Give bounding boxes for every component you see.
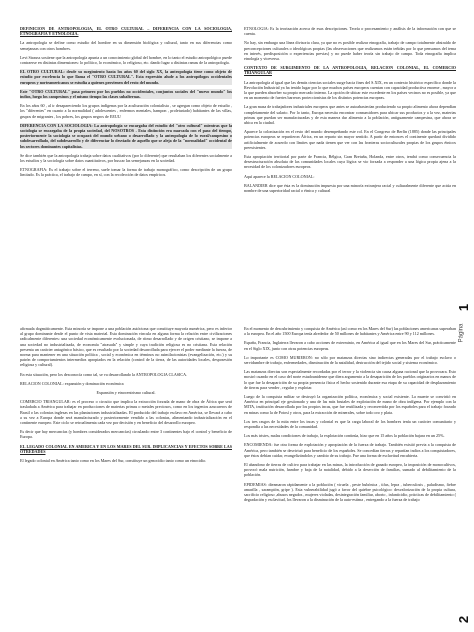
paragraph: Es decir que hay mercancías (y hombres considerados mercancías) circulando entre 3 continentes bajo el control y beneficio de Europa. xyxy=(20,429,232,440)
paragraph: Se dice también que la antropología trabaja sobre datos cualitativos (por lo diferente) que resultaban los diferentes socialmente a los estudios y la sociología sobre datos cuantitativos, por buscar las semejanzas en la sociedad. xyxy=(20,152,232,164)
section-heading: DEFINICION DE ANTROPOLOGIA, EL OTRO CULTURAL – DIFERENCIA CON LA SOCIOLOGIA, ETNOGRAFIA Y ETNOLOGIA. xyxy=(20,26,232,37)
page-indicator-1 xyxy=(456,300,474,343)
paragraph: RELACION COLONIAL: expansión y dominación económica xyxy=(20,380,124,386)
right-column xyxy=(244,26,456,316)
paragraph: Expansión y etnocentrismo cultural. xyxy=(96,390,156,396)
right-column xyxy=(244,326,456,628)
paragraph: BALANDIER dice que ésta es la dominación impuesta por una minoría extranjera racial y culturalmente diferente que actúa en nombre de una superioridad racial o étnica y cultural xyxy=(244,182,456,194)
paragraph: afirmada dogmáticamente. Esta minoría se impone a una población autóctona que constituye mayoría numérica, pero es inferior al grupo dominante desde el punto de vista material. Esta dominación vincula en alguna forma la relación entre civilizaciones radicalmente diferentes: una sociedad económicamente evolucionada, de ritmo desarrollado y de origen cristiano, se impone a una sociedad no industrializada, de economía "atrasada" y simple y cuya tradición religiosa es no cristiana. Esta relación presenta un carácter antagónico básico, que es resultado por la sociedad desarrollada para ejercer el poder mediante la fuerza, de norma para mantener en una situación política , social y económica en términos no asimilacionistas (evangelización, etc.) y su patrón de comportamientos intermedios apropiados en la relación (control de la tierra, de las autoridades locales, desposesión religiosa y cultural). xyxy=(20,326,232,368)
paragraph: No hay, sin embargo una línea divisoria clara, ya que no es posible realizar etnografía, trabajo de campo totalmente abstraído de preconcepciones culturales o ideológicas propias (las observaciones que realizamos están teñidas por lo que pensamos del tema en interés, predisposición o experiencias previas) y no puede haber teoría sin trabajo de campo. Toda etnografía implica etnología y viceversa. xyxy=(244,40,456,62)
paragraph: Los más tristes, malas condiciones de trabajo, la explotación continúa, hizo que en 15 años la población bajara en un 25%. xyxy=(244,433,445,439)
paragraph: Esta apropiación territorial por parte de Francia, Bélgica, Gran Bretaña, Holanda, entre otros, tendrá como consecuencia la desestructuración absoluta de las comunidades locales cuya lógica se vio forzada a responder a una lógica propia ajena a la necesidad de los colonizadores europeos. xyxy=(244,154,456,170)
paragraph: En el momento de descubrimiento y conquista de América (así como en los Mares del Sur) las poblaciones americanas superaban a la europea. En el año 1500 Europa tenía alrededor de 50 millones de habitantes y América entre 90 y 112 millones. xyxy=(244,326,456,337)
paragraph: El abandono de tierras de cultivo para trabajar en las minas, la introducción de ganado europeo, la imposición de monocultivos, provocó mala nutrición, hambre y baja de la natalidad, debido a la deserción de familias, sumado al debilitamiento de la población. xyxy=(244,462,456,478)
paragraph: La antropología al igual que las demás ciencias sociales surge hacia fines del S.XIX, en un contexto histórico específico donde la Revolución Industrial ya ha tenido lugar por lo que muchos países europeos cuentan con capacidad productiva enorme , mayor a la que pueden absorber su propio mercado interno. La opción de ubicar este excedente en los países vecinos no es posible, ya que en un momento de fuertes barreras proteccionistas de los distintos potencias europeas. xyxy=(244,79,456,101)
paragraph: Levi Strauss sostiene que la antropología apunta a un conocimiento global del hombre, en lo tanto el estudio antropológico puede contraerse en distintas dimensiones: lo político, lo económico, lo religioso, etc. dando lugar a distintas ramas de la antropología. xyxy=(20,54,232,66)
paragraph: ETNOGRAFIA: Es el trabajo sobre el terreno, suele tomar la forma de trabajo monográfico, como descripción de un grupo limitado. Es la práctica, el trabajo de campo, en sí, con la recolección de datos empíricos. xyxy=(20,167,232,178)
paragraph: España, Francia, Inglaterra llevaron a cabo acciones de exterminio, en América al igual que en los Mares del Sur, prácticamente en el Siglo XIX, junto con otras potencias europeas. xyxy=(244,340,456,351)
page-label: Página xyxy=(458,323,465,343)
paragraph: El legado colonial en América tanto como en los Mares del Sur, constituye un genocidio tanto como un etnocidio. xyxy=(20,458,207,464)
paragraph: EPIDEMIAS: diezmaron rápidamente a la población ( viruela , peste bubónica , tifus, lepra , tuberculosis , paludismo, fiebre amarilla , sarampión, gripe ). Esta vulnerabilidad jugó a favor del quiebre psicológico: desvalorización de la propia cultura, sacrificio religioso ,abusos negados , mujeres violadas, desintegración familiar, aborto , infanticidio, prácticas de debilitamiento ( degradación y esclavitud, los llevaron a la disminución de la auto-estima , entregando a la fuerza de trabajo xyxy=(244,481,456,503)
paragraph: La antropología se define como estudio del hombre en su dimensión biológica y cultural, tanto en sus diferencias como semejanzas con otros hombres. xyxy=(20,40,232,51)
paragraph: Las matanzas directas son especialmente recordadas por el terror y la violencia sin causa alguna racional que la provocara. Esto mostró cuando en el caso del norte estadounidense que diera argumento a la desaparición de los pueblos originarios en manos de lo que fue la desaparición de su propia presencia física el hecho sostenido durante esa etapa de su capacidad de desplazamiento de tierras para vender , regular y explotar. xyxy=(244,369,456,390)
page-indicator-2 xyxy=(456,612,474,632)
left-column xyxy=(20,326,232,628)
paragraph: COMERCIO TRIANGULAR: es el proceso o circuito que implica la extracción forzada de mano de obra de África que será trasladada a América para trabajar en producciones de materias primas o metales preciosos, como en los ingenios azucareros de Brasil o las colonias inglesas en las plantaciones industrializadas. El producido del trabajo esclavo en América, se llevará a cabo a su vez a Europa donde será manufacturado y posteriormente vendido a las colonias, alimentando industrialización en el continente europeo. Este ciclo se retroalimenta cada vez por decisión y en beneficio del desarrollo europeo. xyxy=(20,399,232,426)
paragraph: EL OTRO CULTURAL: desde su surgimiento hasta los años 60 del siglo XX, la antropología tiene como objeto de estudio por excelencia lo que llama el "OTRO CULTURAL". Esta expresión alude a los antropólogos occidentales europeos y norteamericanos se estudia a quienes provienen del resto del mundo. xyxy=(20,69,232,85)
section-heading: CONTEXTO DE SURGIMIENTO DE LA ANTROPOLOGIA, RELACION COLONIAL, EL COMERCIO TRIANGULAR xyxy=(244,65,456,76)
paragraph: Luego de la conquista militar se destruyó la organización política, económica y social existente. La muerte se convirtió en América en principal eje gestionado y una de las más brutales de explotación de mano de obra indígena. Por ejemplo con la MITA, institución desarrollada por los propios incas, que fue reutilizada y reconvertida por los españoles para el trabajo forzado en minas como la de Potosí y otros, para la extracción de minerales, sobre todo oro y plata. xyxy=(244,394,456,415)
paragraph: Aparece la colonización en el resto del mundo desempeñando este rol. En el Congreso de Berlín (1885) donde las principales potencias europeas se repartieron África, en un reparto sin mayor sentido. A partir de entonces el continente quedará dividido artificialmente de acuerdo con límites que nada tienen que ver con las fronteras socioculturales propias de los grupos étnicos preexistentes. xyxy=(244,129,456,150)
paragraph: Aquí aparece la RELACION COLONIAL: xyxy=(244,173,315,179)
paragraph: ETNOLOGIA: Es la teorización acerca de esas descripciones. Teoría o procesamiento y análisis de la información con que se cuenta. xyxy=(244,26,456,37)
paragraph: La gran masa de trabajadores industriales europeos que antes se autoabastecían produciendo su propio alimento ahora dependían completamente del salario. Por lo tanto, Europa necesita encontrar consumidores para ubicar sus productos y a la vez, materias primas que puedan ser manufacturadas y de esta manera dar alimento a la población, antiguamente campesina, que ahora se ubica en la ciudad. xyxy=(244,104,456,126)
paragraph: Lo importante es COMO MURIERON: no sólo por matanzas directas sino indirectas generadas por el trabajo esclavo o servidumbre de trabajo, enfermedades, disminución de la natalidad, destrucción del tejido social y sistema económico. xyxy=(244,354,456,366)
paragraph: En esta situación, pero los desconocía como tal, se va desarrollando la ANTROPOLOGIA CLASICA. xyxy=(20,371,188,377)
section-heading: EL LEGADO COLONIAL EN AMERICA Y EN LOS MARES DEL SUR. IMPLICANCIAS Y EFECTOS SOBRE LAS OTREDADES xyxy=(20,443,232,454)
page-number: 2 xyxy=(456,615,472,624)
paragraph: En los años 60 , al ir desapareciendo los grupos indígenas por la aculturación colonialista , se agregan como objeto de estudio , los "diferentes" en cuanto a la normalidad ( adolescentes , enfermos mentales, hampon , proletariado) habitantes de las villas, grupos de migrantes , los pobres, los grupos negros de EEUU xyxy=(20,103,232,119)
page-number: 1 xyxy=(456,303,472,312)
page-2 xyxy=(0,320,460,632)
paragraph: ENCOMIENDA: fue otra forma de explotación y apropiación de la fuerza de trabajo. También existió previa a la conquista de América, pero también se desvirtuó para beneficio de los españoles. Se concedían tierras y repartían indios a los conquistadores, que éstos debían cuidar, evangelizándolos y cambio de su trabajo. Fue una forma de esclavitud encubierta. xyxy=(244,442,456,458)
paragraph: Este "OTRO CULTURAL" pasa primero por los pueblos no occidentales, conjuntos sociales del "nuevo mundo" los indios, luego los campesinos y el mismo tiempo las clases subalternas. xyxy=(20,88,232,100)
paragraph: DIFERENCIA CON LA SOCIOLOGIA: La antropología se encargaba del estudio del "otro cultural" mientras que la sociología se encargaba de la propia sociedad, del NOSOTROS . Esta distinción era marcada con el paso del tiempo, posteriormente la sociología se ocupará del mundo urbano o desarrollado y la antropología de lo rural/campesino o subdesarrollado, del subdesarrollo y de diferenciar lo desviado de aquello que se aleja de la "normalidad" occidental de los sectores dominantes capitalistas. xyxy=(20,122,232,149)
paragraph: Los tres rasgos de la mita entre los incas y colonial es que la carga laboral de los hombres tenía un carácter comunitario y respondía a las necesidades de la comunidad. xyxy=(244,418,456,430)
left-column xyxy=(20,26,232,316)
